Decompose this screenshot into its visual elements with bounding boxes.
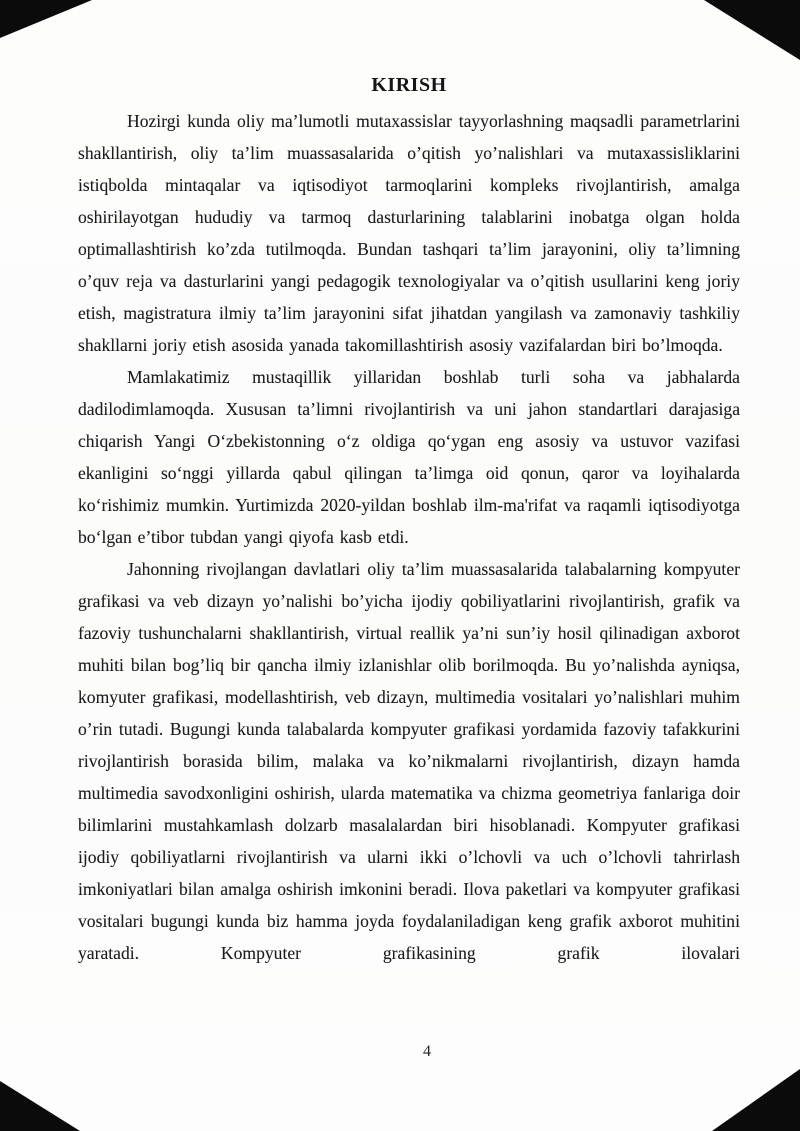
paragraph-3: Jahonning rivojlangan davlatlari oliy ta’lim muassasalarida talabalarning kompyuter grafikasi va veb dizayn yo’nalishi bo’yicha ijodiy qobiliyatlarini rivojlantirish, grafik va fazoviy tushunchalarni shakllantirish, virtual reallik ya’ni sun’iy hosil qilinadigan axborot muhiti bilan bog’liq bir qancha ilmiy izlanishlar olib borilmoqda. Bu yo’nalishda ayniqsa, komyuter grafikasi, modellashtirish, veb dizayn, multimedia vositalari yo’nalishlari muhim o’rin tutadi. Bugungi kunda talabalarda kompyuter grafikasi yordamida fazoviy tafakkurini rivojlantirish borasida bilim, malaka va ko’nikmalarni rivojlantirish, dizayn hamda multimedia savodxonligini oshirish, ularda matematika va chizma geometriya fanlariga doir bilimlarini mustahkamlash dolzarb masalalardan biri hisoblanadi. Kompyuter grafikasi ijodiy qobiliyatlarni rivojlantirish va ularni ikki o’lchovli va uch o’lchovli tahrirlash imkoniyatlari bilan amalga oshirish imkonini beradi. Ilova paketlari va kompyuter grafikasi vositalari bugungi kunda biz hamma joyda foydalaniladigan keng grafik axborot muhitini yaratadi. Kompyuter grafikasining grafik ilovalari [78,559,740,963]
page-number: 4 [423,1043,431,1060]
scan-corner-top-left-artifact [0,0,92,38]
scan-corner-bottom-right-artifact [712,1069,800,1131]
page-content [78,74,740,969]
scan-corner-bottom-left-artifact [0,1081,80,1131]
scan-corner-top-right-artifact [704,0,800,60]
paragraph-1: Hozirgi kunda oliy ma’lumotli mutaxassislar tayyorlashning maqsadli parametrlarini shakllantirish, oliy ta’lim muassasalarida o’qitish yo’nalishlari va mutaxassisliklarini istiqbolda mintaqalar va iqtisodiyot tarmoqlarini kompleks rivojlantirish, amalga oshirilayotgan hududiy va tarmoq dasturlarining talablarini inobatga olgan holda optimallashtirish ko’zda tutilmoqda. Bundan tashqari ta’lim jarayonini, oliy ta’limning o’quv reja va dasturlarini yangi pedagogik texnologiyalar va o’qitish usullarini keng joriy etish, magistratura ilmiy ta’lim jarayonini sifat jihatdan yangilash va zamonaviy tashkiliy shakllarni joriy etish asosida yanada takomillashtirish asosiy vazifalardan biri bo’lmoqda. [78,111,740,355]
paragraph-2: Mamlakatimiz mustaqillik yillaridan boshlab turli soha va jabhalarda dadilodimlamoqda. Xususan ta’limni rivojlantirish va uni jahon standartlari darajasiga chiqarish Yangi O‘zbekistonning o‘z oldiga qo‘ygan eng asosiy va ustuvor vazifasi ekanligini so‘nggi yillarda qabul qilingan ta’limga oid qonun, qaror va loyihalarda ko‘rishimiz mumkin. Yurtimizda 2020-yildan boshlab ilm-ma'rifat va raqamli iqtisodiyotga bo‘lgan e’tibor tubdan yangi qiyofa kasb etdi. [78,367,740,547]
page-title: KIRISH [371,74,447,96]
